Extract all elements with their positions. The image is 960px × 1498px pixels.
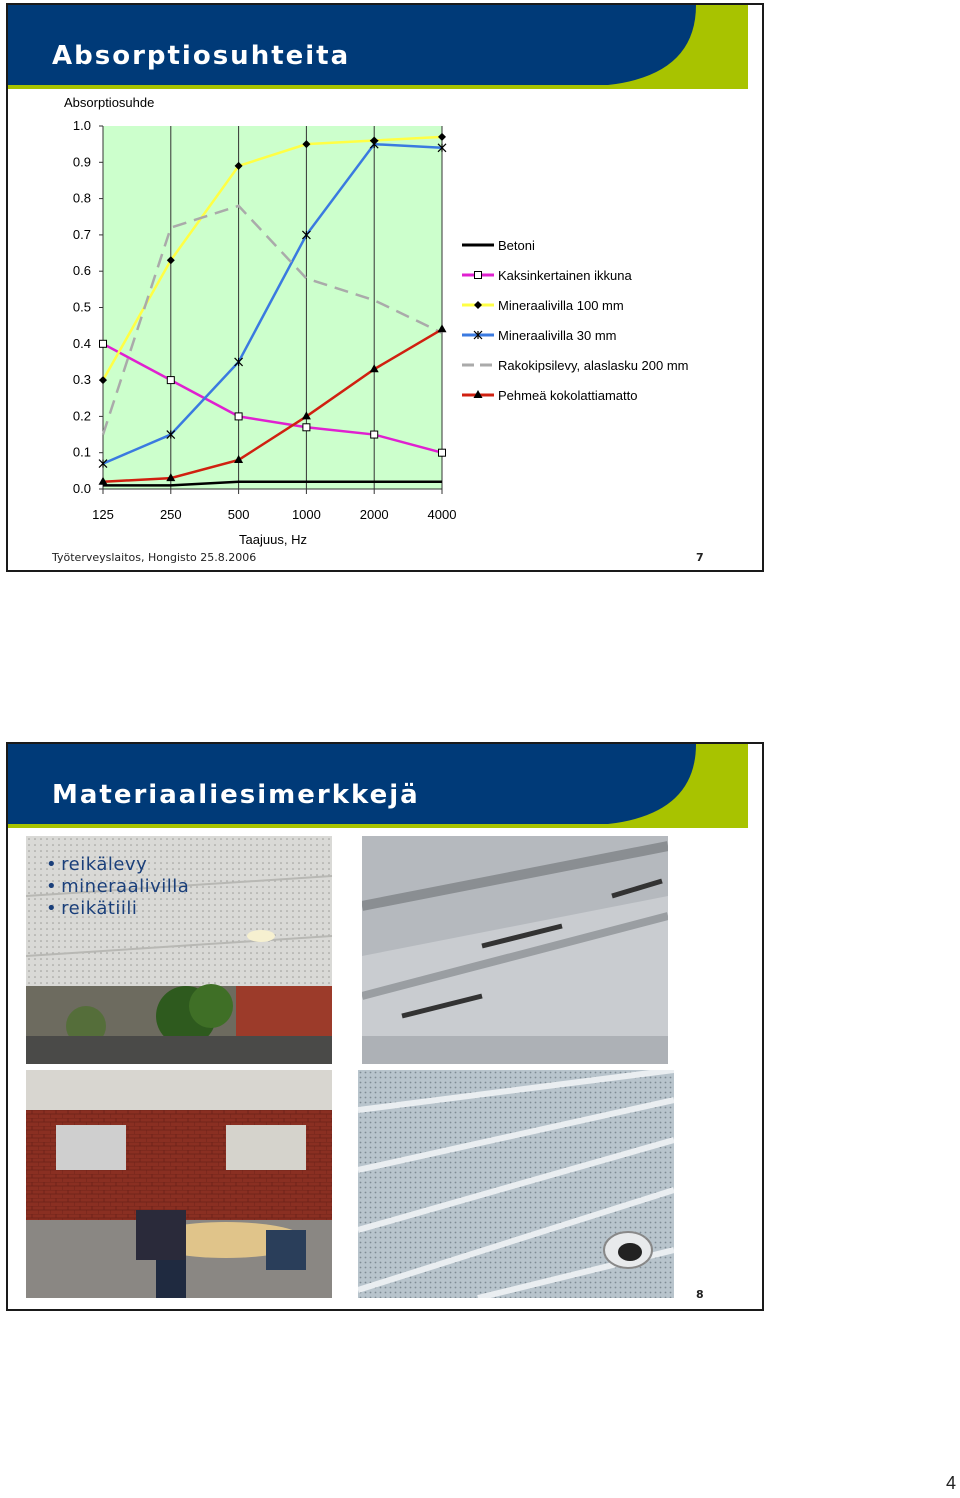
y-tick-label: 0.2 bbox=[72, 408, 91, 424]
data-point-kaksinkertainen-ikkuna bbox=[167, 377, 174, 384]
legend-label-rakokipsilevy-alaslasku-200-mm: Rakokipsilevy, alaslasku 200 mm bbox=[498, 358, 689, 373]
slide-header bbox=[8, 5, 762, 89]
y-tick-label: 0.0 bbox=[72, 481, 91, 496]
y-axis-title: Absorptiosuhde bbox=[64, 95, 155, 110]
slide-page-number: 8 bbox=[696, 1288, 704, 1301]
bullet-item: • reikätiili bbox=[46, 898, 189, 920]
photo-office-brick-wall bbox=[26, 1070, 332, 1298]
document-page-number: 4 bbox=[945, 1473, 956, 1493]
x-tick-label: 500 bbox=[227, 507, 250, 522]
y-tick-label: 0.1 bbox=[72, 444, 91, 460]
y-tick-label: 0.4 bbox=[72, 335, 91, 351]
y-tick-label: 0.9 bbox=[72, 154, 91, 170]
data-point-kaksinkertainen-ikkuna bbox=[439, 449, 446, 456]
x-tick-label: 2000 bbox=[359, 507, 389, 522]
data-point-kaksinkertainen-ikkuna bbox=[100, 340, 107, 347]
legend-label-betoni: Betoni bbox=[498, 238, 535, 253]
x-tick-label: 4000 bbox=[427, 507, 457, 522]
legend-label-kaksinkertainen-ikkuna: Kaksinkertainen ikkuna bbox=[498, 268, 632, 283]
legend-label-pehme-kokolattiamatto: Pehmeä kokolattiamatto bbox=[498, 388, 638, 403]
y-tick-label: 0.3 bbox=[72, 372, 91, 388]
slide-page-number: 7 bbox=[696, 551, 704, 564]
slide-materiaaliesimerkkeja bbox=[6, 742, 764, 1311]
x-tick-label: 125 bbox=[92, 507, 114, 522]
bullet-item: • mineraalivilla bbox=[46, 876, 189, 898]
y-tick-label: 1.0 bbox=[72, 118, 91, 133]
slide-title: Absorptiosuhteita bbox=[52, 41, 351, 71]
legend-label-mineraalivilla-100-mm: Mineraalivilla 100 mm bbox=[498, 298, 624, 313]
absorption-chart bbox=[8, 89, 764, 559]
slide-footer: Työterveyslaitos, Hongisto 25.8.2006 bbox=[52, 551, 257, 564]
data-point-kaksinkertainen-ikkuna bbox=[235, 413, 242, 420]
slide-header bbox=[8, 744, 762, 828]
data-point-kaksinkertainen-ikkuna bbox=[371, 431, 378, 438]
x-tick-label: 250 bbox=[159, 507, 182, 522]
legend-marker-kaksinkertainen-ikkuna bbox=[475, 272, 482, 279]
legend-label-mineraalivilla-30-mm: Mineraalivilla 30 mm bbox=[498, 328, 617, 343]
y-tick-label: 0.8 bbox=[72, 190, 91, 206]
photo-ceiling-lights bbox=[362, 836, 668, 1064]
y-tick-label: 0.5 bbox=[72, 299, 91, 315]
bullet-list bbox=[46, 854, 189, 920]
slide-title: Materiaaliesimerkkejä bbox=[52, 780, 420, 810]
y-tick-label: 0.6 bbox=[72, 263, 91, 279]
x-axis-title: Taajuus, Hz bbox=[239, 532, 307, 547]
bullet-item: • reikälevy bbox=[46, 854, 189, 876]
photo-perforated-ceiling bbox=[358, 1070, 674, 1298]
data-point-kaksinkertainen-ikkuna bbox=[303, 424, 310, 431]
slide-absorptiosuhteita bbox=[6, 3, 764, 572]
y-tick-label: 0.7 bbox=[72, 226, 91, 242]
x-tick-label: 1000 bbox=[291, 507, 321, 522]
legend-marker-mineraalivilla-100-mm bbox=[474, 301, 482, 309]
plot-area bbox=[103, 126, 442, 489]
